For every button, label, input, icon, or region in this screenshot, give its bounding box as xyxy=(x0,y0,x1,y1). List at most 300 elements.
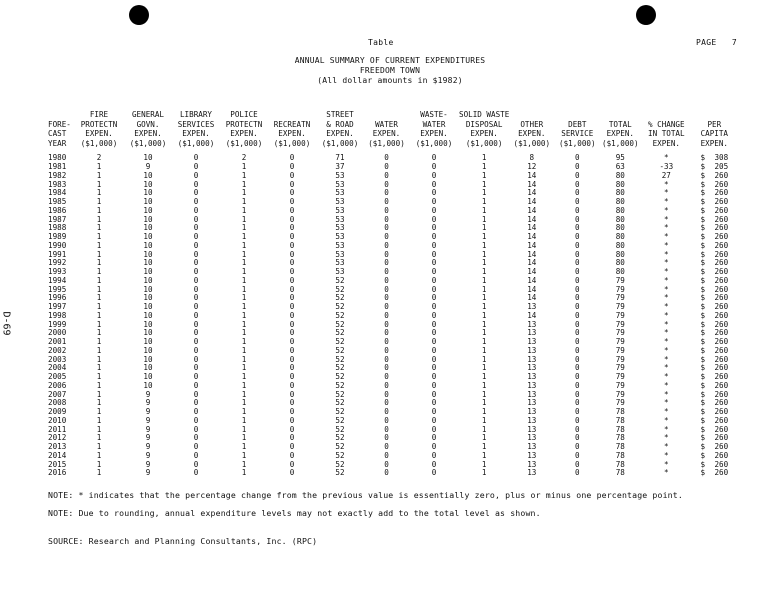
table-cell: 0 xyxy=(193,258,199,268)
table-cell: 1 xyxy=(241,354,247,364)
table-row xyxy=(48,382,736,391)
column-header: PROTECTN xyxy=(80,119,118,129)
table-cell: 10 xyxy=(143,223,153,233)
table-cell: 0 xyxy=(193,319,199,329)
table-cell: 1 xyxy=(481,363,487,373)
table-cell: 12 xyxy=(527,162,537,172)
year-cell: 2006 xyxy=(48,380,67,390)
table-cell: 0 xyxy=(289,363,295,373)
table-cell: 0 xyxy=(289,433,295,443)
table-cell: 0 xyxy=(193,459,199,469)
table-cell: 0 xyxy=(289,232,295,242)
table-cell: 13 xyxy=(527,424,537,434)
table-cell: 1 xyxy=(96,433,102,443)
per-capita-value: 260 xyxy=(714,407,729,417)
table-cell: 0 xyxy=(193,354,199,364)
table-cell: 0 xyxy=(431,240,437,250)
year-cell: 1988 xyxy=(48,223,67,233)
table-cell: 13 xyxy=(527,389,537,399)
table-cell: 0 xyxy=(289,337,295,347)
table-cell: 0 xyxy=(431,450,437,460)
table-label: Table xyxy=(368,38,394,47)
table-cell: 1 xyxy=(241,179,247,189)
table-cell: 0 xyxy=(289,407,295,417)
year-cell: 1982 xyxy=(48,170,67,180)
table-cell: 53 xyxy=(335,188,345,198)
currency-symbol: $ xyxy=(700,354,706,364)
per-capita-cell xyxy=(692,469,736,478)
table-cell: 0 xyxy=(384,223,389,233)
table-cell: 0 xyxy=(289,354,295,364)
year-cell: 2004 xyxy=(48,363,67,373)
table-cell: 0 xyxy=(575,179,580,189)
table-cell: 78 xyxy=(615,415,625,425)
table-cell: 13 xyxy=(527,319,537,329)
currency-symbol: $ xyxy=(700,302,706,312)
table-cell: 52 xyxy=(335,310,345,320)
column-header: STREET xyxy=(326,110,354,119)
table-cell: 10 xyxy=(143,345,153,355)
table-cell: 0 xyxy=(193,232,199,242)
table-cell: 0 xyxy=(431,363,437,373)
year-cell: 1987 xyxy=(48,214,67,224)
year-cell: 1996 xyxy=(48,293,67,303)
column-header: ($1,000) xyxy=(465,138,503,148)
table-cell: 1 xyxy=(96,284,102,294)
column-header: PER xyxy=(707,119,722,129)
table-cell: 0 xyxy=(384,424,389,434)
table-cell: 1 xyxy=(96,328,102,338)
per-capita-value: 260 xyxy=(714,284,729,294)
table-cell: 0 xyxy=(384,302,389,312)
table-cell: 0 xyxy=(193,433,199,443)
table-cell: 13 xyxy=(527,398,537,408)
column-header: ($1,000) xyxy=(415,138,453,148)
table-cell: 0 xyxy=(289,328,295,338)
table-cell: 0 xyxy=(384,170,389,180)
table-cell: 2 xyxy=(241,153,247,163)
table-cell: 52 xyxy=(335,293,345,303)
table-cell: 0 xyxy=(193,442,199,452)
table-cell: 0 xyxy=(289,214,295,224)
table-cell: 0 xyxy=(289,389,295,399)
table-cell: 63 xyxy=(615,162,625,172)
table-cell: 0 xyxy=(384,267,389,277)
table-cell: 1 xyxy=(96,424,102,434)
table-cell: 14 xyxy=(527,267,537,277)
table-cell: 0 xyxy=(384,293,389,303)
per-capita-value: 260 xyxy=(714,398,729,408)
table-cell: 0 xyxy=(289,310,295,320)
table-cell: 10 xyxy=(143,337,153,347)
per-capita-value: 260 xyxy=(714,468,729,478)
table-cell: 1 xyxy=(481,170,487,180)
table-cell: 13 xyxy=(527,450,537,460)
column-header: EXPEN. xyxy=(518,129,546,139)
table-cell: 0 xyxy=(575,424,580,434)
per-capita-value: 260 xyxy=(714,354,729,364)
currency-symbol: $ xyxy=(700,267,706,277)
year-cell: 2014 xyxy=(48,450,67,460)
table-cell: 79 xyxy=(615,284,625,294)
table-cell: 10 xyxy=(143,293,153,303)
table-cell: 0 xyxy=(431,188,437,198)
currency-symbol: $ xyxy=(700,468,706,478)
column-header: EXPEN. xyxy=(134,129,162,139)
table-cell: 1 xyxy=(96,267,102,277)
per-capita-value: 260 xyxy=(714,337,729,347)
year-cell: 1990 xyxy=(48,240,67,250)
table-cell: 0 xyxy=(431,468,437,478)
year-cell: 1997 xyxy=(48,302,67,312)
table-cell: 0 xyxy=(193,407,199,417)
year-cell: 1995 xyxy=(48,284,67,294)
table-cell: * xyxy=(664,310,669,320)
table-cell: 0 xyxy=(384,205,389,215)
table-cell: 0 xyxy=(384,232,389,242)
currency-symbol: $ xyxy=(700,188,706,198)
per-capita-value: 260 xyxy=(714,275,729,285)
table-cell: 1 xyxy=(96,293,102,303)
currency-symbol: $ xyxy=(700,424,706,434)
table-cell: 79 xyxy=(615,398,625,408)
table-cell: 1 xyxy=(241,337,247,347)
table-cell: 80 xyxy=(615,232,625,242)
table-cell: 0 xyxy=(431,302,437,312)
table-cell: 0 xyxy=(384,468,389,478)
table-cell: * xyxy=(664,214,669,224)
table-cell: 1 xyxy=(481,380,487,390)
table-cell: 10 xyxy=(143,354,153,364)
table-cell: 1 xyxy=(241,328,247,338)
table-cell: 1 xyxy=(241,240,247,250)
year-cell: 2011 xyxy=(48,424,67,434)
table-cell: 0 xyxy=(193,179,199,189)
table-cell: 1 xyxy=(481,258,487,268)
table-cell: 1 xyxy=(241,424,247,434)
table-cell: 1 xyxy=(481,354,487,364)
table-cell: 0 xyxy=(431,205,437,215)
per-capita-value: 260 xyxy=(714,319,729,329)
column-header: EXPEN. xyxy=(85,129,113,139)
table-cell: 53 xyxy=(335,240,345,250)
table-cell: 14 xyxy=(527,214,537,224)
table-cell: 0 xyxy=(575,319,580,329)
table-cell: 0 xyxy=(575,188,580,198)
table-cell: 0 xyxy=(575,354,580,364)
table-cell: 0 xyxy=(575,205,580,215)
table-cell: 0 xyxy=(384,398,389,408)
column-header: EXPEN. xyxy=(420,129,448,139)
table-cell: 1 xyxy=(96,450,102,460)
table-cell: 52 xyxy=(335,450,345,460)
table-cell: 80 xyxy=(615,223,625,233)
table-cell: 52 xyxy=(335,328,345,338)
table-cell: 53 xyxy=(335,197,345,207)
table-cell: 52 xyxy=(335,407,345,417)
table-cell: 0 xyxy=(384,153,389,163)
per-capita-value: 260 xyxy=(714,372,729,382)
table-cell: 0 xyxy=(384,354,389,364)
table-cell: 9 xyxy=(145,433,151,443)
note-asterisk: NOTE: * indicates that the percentage change from the previous value is essentially zero, plus or minus one percentage point. xyxy=(48,490,683,500)
table-cell: 0 xyxy=(384,162,389,172)
table-cell: 80 xyxy=(615,179,625,189)
table-cell: * xyxy=(664,372,669,382)
table-cell: 10 xyxy=(143,214,153,224)
table-cell: 0 xyxy=(289,267,295,277)
table-cell: 79 xyxy=(615,363,625,373)
table-cell: 0 xyxy=(431,415,437,425)
table-cell: 53 xyxy=(335,223,345,233)
table-cell: 1 xyxy=(96,372,102,382)
table-cell: 0 xyxy=(431,389,437,399)
table-cell: 1 xyxy=(241,188,247,198)
table-cell: 0 xyxy=(289,249,295,259)
table-cell: 0 xyxy=(289,205,295,215)
table-cell: 0 xyxy=(384,240,389,250)
table-cell: 9 xyxy=(145,424,151,434)
table-cell: 0 xyxy=(575,302,580,312)
table-cell: 52 xyxy=(335,398,345,408)
table-cell: 13 xyxy=(527,345,537,355)
table-cell: 13 xyxy=(527,433,537,443)
table-cell: 0 xyxy=(193,267,199,277)
table-cell: 0 xyxy=(193,170,199,180)
table-cell: 52 xyxy=(335,284,345,294)
table-cell: 1 xyxy=(96,310,102,320)
table-cell: 9 xyxy=(145,450,151,460)
column-header: DEBT xyxy=(568,119,587,129)
table-cell: 79 xyxy=(615,372,625,382)
year-cell: 2008 xyxy=(48,398,67,408)
table-cell: * xyxy=(664,380,669,390)
column-header: SOLID WASTE xyxy=(459,110,510,119)
table-cell: 1 xyxy=(241,284,247,294)
table-cell: 1 xyxy=(96,468,102,478)
table-cell: 78 xyxy=(615,459,625,469)
table-cell: 13 xyxy=(527,363,537,373)
column-header: ($1,000) xyxy=(177,138,215,148)
table-cell: 0 xyxy=(384,415,389,425)
table-cell: 1 xyxy=(241,407,247,417)
table-cell: * xyxy=(664,407,669,417)
table-cell: 1 xyxy=(481,232,487,242)
table-cell: 0 xyxy=(431,197,437,207)
table-cell: 0 xyxy=(431,372,437,382)
table-cell: * xyxy=(664,459,669,469)
table-cell: 0 xyxy=(193,275,199,285)
column-header: ($1,000) xyxy=(513,138,551,148)
year-cell: 2015 xyxy=(48,459,67,469)
table-cell: 78 xyxy=(615,442,625,452)
table-cell: 0 xyxy=(575,240,580,250)
table-cell: 0 xyxy=(575,275,580,285)
table-cell: 1 xyxy=(241,170,247,180)
table-cell: 1 xyxy=(481,468,487,478)
table-cell: * xyxy=(664,249,669,259)
table-cell: 52 xyxy=(335,442,345,452)
table-cell: 0 xyxy=(575,389,580,399)
table-row xyxy=(48,154,736,163)
table-cell: 0 xyxy=(384,372,389,382)
table-cell: * xyxy=(664,433,669,443)
table-cell: 1 xyxy=(96,389,102,399)
table-cell: 0 xyxy=(289,188,295,198)
table-cell: * xyxy=(664,415,669,425)
table-cell: 1 xyxy=(241,433,247,443)
table-cell: 0 xyxy=(193,153,199,163)
table-cell: 52 xyxy=(335,319,345,329)
table-cell: 13 xyxy=(527,468,537,478)
table-cell: 14 xyxy=(527,258,537,268)
table-cell: * xyxy=(664,319,669,329)
table-cell: 0 xyxy=(575,337,580,347)
table-cell: 1 xyxy=(481,223,487,233)
table-cell: 0 xyxy=(384,284,389,294)
table-cell: 14 xyxy=(527,293,537,303)
per-capita-value: 260 xyxy=(714,179,729,189)
table-cell: 0 xyxy=(289,223,295,233)
table-cell: 1 xyxy=(96,407,102,417)
table-cell: 0 xyxy=(193,389,199,399)
table-cell: * xyxy=(664,258,669,268)
table-row xyxy=(48,417,736,426)
table-cell: 52 xyxy=(335,424,345,434)
table-cell: 8 xyxy=(529,153,535,163)
column-header: TOTAL xyxy=(608,119,632,129)
column-header: RECREATN xyxy=(273,119,311,129)
per-capita-value: 260 xyxy=(714,380,729,390)
table-cell: 0 xyxy=(193,372,199,382)
column-header: ($1,000) xyxy=(225,138,263,148)
table-cell: 0 xyxy=(289,275,295,285)
table-cell: 0 xyxy=(575,380,580,390)
table-cell: 0 xyxy=(193,398,199,408)
table-cell: 0 xyxy=(575,293,580,303)
per-capita-value: 260 xyxy=(714,302,729,312)
column-header: SERVICE xyxy=(561,129,594,139)
table-cell: 0 xyxy=(575,223,580,233)
per-capita-value: 260 xyxy=(714,424,729,434)
table-cell: 80 xyxy=(615,188,625,198)
table-cell: 14 xyxy=(527,275,537,285)
table-cell: 78 xyxy=(615,433,625,443)
table-cell: 1 xyxy=(241,468,247,478)
column-header: EXPEN. xyxy=(182,129,210,139)
table-cell: 0 xyxy=(193,424,199,434)
table-cell: 0 xyxy=(384,450,389,460)
table-cell: 79 xyxy=(615,389,625,399)
column-header xyxy=(692,110,736,120)
per-capita-value: 260 xyxy=(714,293,729,303)
table-cell: 0 xyxy=(431,459,437,469)
year-cell: 2010 xyxy=(48,415,67,425)
table-cell: 9 xyxy=(145,468,151,478)
table-cell: 10 xyxy=(143,258,153,268)
table-cell: 79 xyxy=(615,275,625,285)
table-cell: 1 xyxy=(481,249,487,259)
table-cell: 1 xyxy=(241,162,247,172)
table-cell: 79 xyxy=(615,310,625,320)
table-cell: 0 xyxy=(431,328,437,338)
table-cell: 0 xyxy=(193,205,199,215)
table-cell: 52 xyxy=(335,345,345,355)
currency-symbol: $ xyxy=(700,284,706,294)
per-capita-value: 260 xyxy=(714,205,729,215)
table-cell: 0 xyxy=(193,293,199,303)
table-cell: 1 xyxy=(481,275,487,285)
per-capita-value: 260 xyxy=(714,433,729,443)
table-cell: 52 xyxy=(335,372,345,382)
table-cell: 1 xyxy=(241,345,247,355)
table-cell: 79 xyxy=(615,319,625,329)
column-header xyxy=(600,110,640,120)
table-cell: 14 xyxy=(527,232,537,242)
table-cell: * xyxy=(664,302,669,312)
table-cell: 0 xyxy=(575,284,580,294)
year-cell: 2001 xyxy=(48,337,67,347)
table-row xyxy=(48,434,736,443)
table-cell: 14 xyxy=(527,205,537,215)
table-cell: 0 xyxy=(431,424,437,434)
table-cell: 0 xyxy=(384,337,389,347)
year-cell: 1994 xyxy=(48,275,67,285)
column-header: IN TOTAL xyxy=(648,129,685,139)
table-cell: 10 xyxy=(143,363,153,373)
source-note: SOURCE: Research and Planning Consultants, Inc. (RPC) xyxy=(48,536,318,546)
table-cell: 0 xyxy=(431,433,437,443)
table-cell: 13 xyxy=(527,407,537,417)
table-cell: 0 xyxy=(289,293,295,303)
header-row xyxy=(48,120,736,130)
table-cell: * xyxy=(664,328,669,338)
per-capita-value: 260 xyxy=(714,459,729,469)
table-cell: 0 xyxy=(575,372,580,382)
table-cell: 0 xyxy=(384,214,389,224)
table-cell: 0 xyxy=(431,319,437,329)
table-cell: 80 xyxy=(615,240,625,250)
table-cell: 0 xyxy=(193,162,199,172)
table-cell: 1 xyxy=(96,302,102,312)
currency-symbol: $ xyxy=(700,363,706,373)
table-cell: 0 xyxy=(431,354,437,364)
table-cell: 9 xyxy=(145,162,151,172)
table-cell: * xyxy=(664,275,669,285)
table-cell: 1 xyxy=(241,232,247,242)
table-cell: 13 xyxy=(527,442,537,452)
table-cell: 1 xyxy=(96,275,102,285)
table-cell: 0 xyxy=(431,293,437,303)
table-cell: 1 xyxy=(481,415,487,425)
table-cell: * xyxy=(664,240,669,250)
table-cell: 1 xyxy=(96,337,102,347)
table-cell: 52 xyxy=(335,468,345,478)
currency-symbol: $ xyxy=(700,345,706,355)
table-cell: 71 xyxy=(335,153,345,163)
table-cell: 0 xyxy=(384,380,389,390)
table-cell: 1 xyxy=(481,214,487,224)
table-cell: 1 xyxy=(241,197,247,207)
table-cell: 1 xyxy=(481,328,487,338)
table-cell: 79 xyxy=(615,328,625,338)
table-cell: 10 xyxy=(143,240,153,250)
table-cell: 0 xyxy=(289,240,295,250)
table-cell: 78 xyxy=(615,450,625,460)
table-cell: 52 xyxy=(335,433,345,443)
currency-symbol: $ xyxy=(700,223,706,233)
column-header: FIRE xyxy=(89,110,109,119)
